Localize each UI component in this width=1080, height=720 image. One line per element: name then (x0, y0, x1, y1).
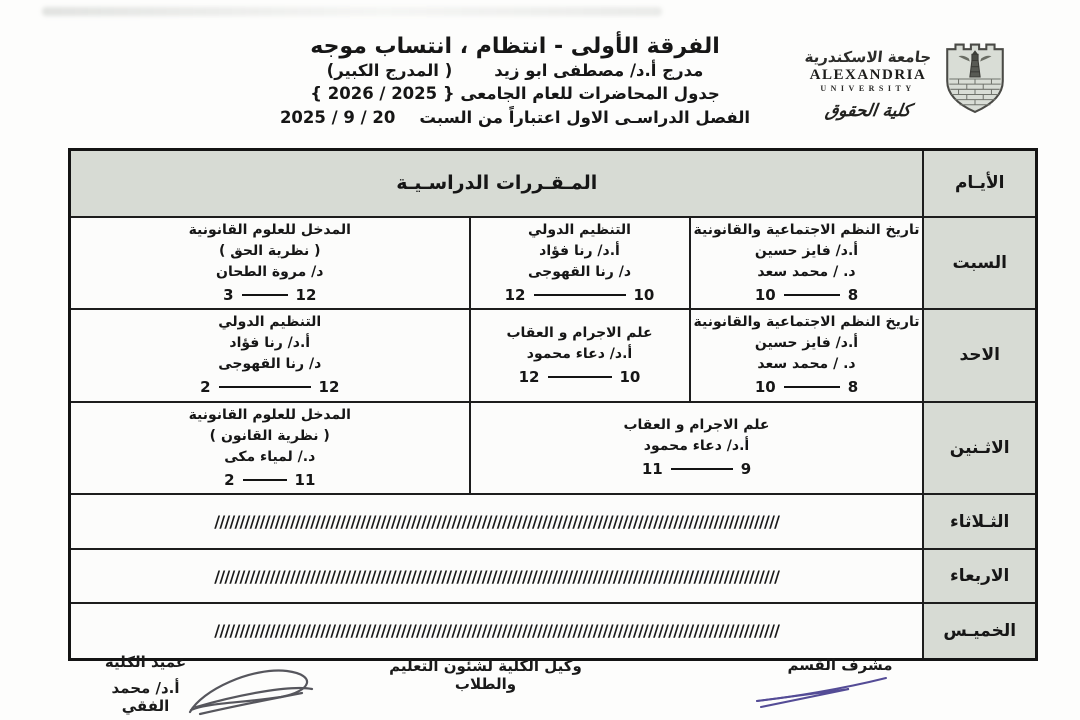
time-dash (784, 294, 840, 296)
dean-title: عميد الكلية (104, 653, 187, 671)
time-range (74, 284, 466, 307)
empty-day-cell (70, 549, 924, 603)
course-cell (690, 309, 924, 402)
time-from: 8 (847, 378, 859, 396)
time-to: 12 (518, 367, 540, 386)
time-from: 12 (318, 378, 340, 396)
empty-day-cell (70, 603, 924, 659)
course-cell (470, 309, 690, 402)
page-title: الفرقة الأولى - انتظام ، انتساب موجه (310, 34, 720, 59)
table-row-sunday (70, 309, 1037, 402)
table-row-wednesday (70, 549, 1037, 603)
time-dash (784, 386, 840, 388)
table-row-tuesday (70, 494, 1037, 549)
scan-artifact (42, 7, 662, 16)
university-word: UNIVERSITY (820, 84, 916, 93)
semester-line (250, 106, 780, 129)
lecturer: د. / محمد سعد (757, 263, 856, 280)
start-date: 20 / 9 / 2025 (279, 107, 396, 127)
course-cell (70, 402, 470, 495)
lecturer: د/ رنا القهوجى (218, 356, 322, 372)
course-title: التنظيم الدولي (528, 221, 631, 238)
empty-day-cell (70, 494, 924, 549)
time-range (474, 284, 686, 307)
time-range (694, 376, 920, 399)
time-dash (243, 479, 287, 481)
dean-name: أ.د/ محمد الفقي (111, 679, 180, 715)
time-dash (548, 376, 612, 378)
no-lectures-mark: //////////////////////////////////////////////////////////////////////////////////////////////////////////////// (214, 566, 780, 586)
university-name-arabic: جامعة الاسكندرية (803, 48, 933, 66)
time-from: 9 (740, 460, 752, 478)
course-cell (70, 217, 470, 310)
time-to: 2 (224, 470, 235, 489)
table-header-row (70, 150, 1037, 217)
day-label-saturday: السبت (923, 217, 1036, 310)
hall-name: مدرج أ.د/ مصطفى ابو زيد (494, 61, 704, 80)
supervisor-label: مشرف القسم (787, 656, 893, 674)
vice-dean-label: وكيل الكلية لشئون التعليم والطلاب (389, 657, 582, 693)
lecturer: أ.د/ دعاء محمود (526, 345, 633, 362)
time-range (474, 458, 920, 481)
lecturer: د. / محمد سعد (757, 356, 856, 372)
day-label-wednesday: الاربعاء (923, 549, 1036, 603)
lecturer: أ.د/ دعاء محمود (643, 438, 750, 454)
course-title: علم الاجرام و العقاب (623, 417, 770, 433)
time-to: 11 (641, 460, 663, 478)
time-from: 12 (295, 285, 317, 304)
time-to: 12 (504, 285, 526, 304)
document-header (250, 34, 780, 129)
time-from: 10 (633, 285, 655, 304)
no-lectures-mark: //////////////////////////////////////////////////////////////////////////////////////////////////////////////// (214, 512, 780, 531)
hall-line (250, 59, 780, 82)
day-label-tuesday: الثـلاثاء (923, 494, 1036, 549)
course-cell-merged (470, 402, 924, 495)
day-label-thursday: الخميـس (923, 603, 1036, 659)
no-lectures-mark: //////////////////////////////////////////////////////////////////////////////////////////////////////////////// (214, 621, 780, 641)
time-to: 10 (754, 378, 776, 396)
course-title: تاريخ النظم الاجتماعية والقانونية (693, 314, 920, 330)
day-label-monday: الاثـنين (923, 402, 1036, 495)
university-emblem-icon (943, 42, 1007, 114)
dean-signature (190, 671, 312, 714)
course-cell (470, 217, 690, 310)
faculty-name: كلية الحقوق (823, 101, 913, 121)
days-column-header: الأيـام (923, 150, 1036, 217)
semester-text: الفصل الدراسـى الاول اعتباراً من السبت (419, 107, 751, 127)
lecturer: د./ لمياء مكى (224, 448, 316, 465)
time-from: 11 (294, 470, 316, 489)
lecturer: أ.د/ رنا فؤاد (229, 335, 311, 351)
time-dash (219, 386, 311, 388)
table-row-saturday (70, 217, 1037, 310)
lecturer: أ.د/ فايز حسين (754, 335, 859, 351)
table-row-thursday (70, 603, 1037, 659)
time-from: 8 (847, 285, 859, 304)
time-dash (242, 294, 288, 296)
time-to: 10 (754, 285, 776, 304)
table-row-monday (70, 402, 1037, 495)
course-title: علم الاجرام و العقاب (506, 324, 653, 341)
course-title: المدخل للعلوم القانونية (188, 221, 351, 238)
time-range (74, 469, 466, 492)
supervisor-signature (757, 678, 886, 707)
time-from: 10 (619, 367, 641, 386)
course-title: تاريخ النظم الاجتماعية والقانونية (693, 221, 920, 238)
lecturer: أ.د/ رنا فؤاد (539, 242, 620, 259)
course-title: التنظيم الدولي (218, 314, 322, 330)
time-to: 2 (200, 378, 211, 396)
time-to: 3 (223, 285, 234, 304)
lecturer: د/ مروة الطحان (216, 263, 324, 280)
course-cell (690, 217, 924, 310)
academic-year-line: جدول المحاضرات للعام الجامعى { 2025 / 2026 } (310, 84, 720, 104)
logo-text (793, 40, 943, 121)
time-range (74, 376, 466, 399)
course-subtitle: ( نظرية الحق ) (218, 242, 321, 259)
time-range (694, 284, 920, 307)
course-subtitle: ( نظرية القانون ) (209, 427, 330, 444)
time-dash (671, 468, 733, 470)
course-cell (70, 309, 470, 402)
dean-block (88, 653, 203, 715)
course-title: المدخل للعلوم القانونية (188, 406, 351, 423)
lecturer: د/ رنا القهوجى (527, 263, 632, 280)
hall-note: ( المدرج الكبير) (326, 61, 453, 80)
time-range (474, 366, 686, 389)
schedule-table (68, 148, 1038, 661)
university-logo (793, 40, 1011, 121)
courses-header: المـقـررات الدراسـيـة (70, 150, 924, 217)
time-dash (534, 294, 626, 296)
university-name-english: ALEXANDRIA (809, 67, 927, 83)
lecturer: أ.د/ فايز حسين (754, 242, 859, 259)
day-label-sunday: الاحد (923, 309, 1036, 402)
